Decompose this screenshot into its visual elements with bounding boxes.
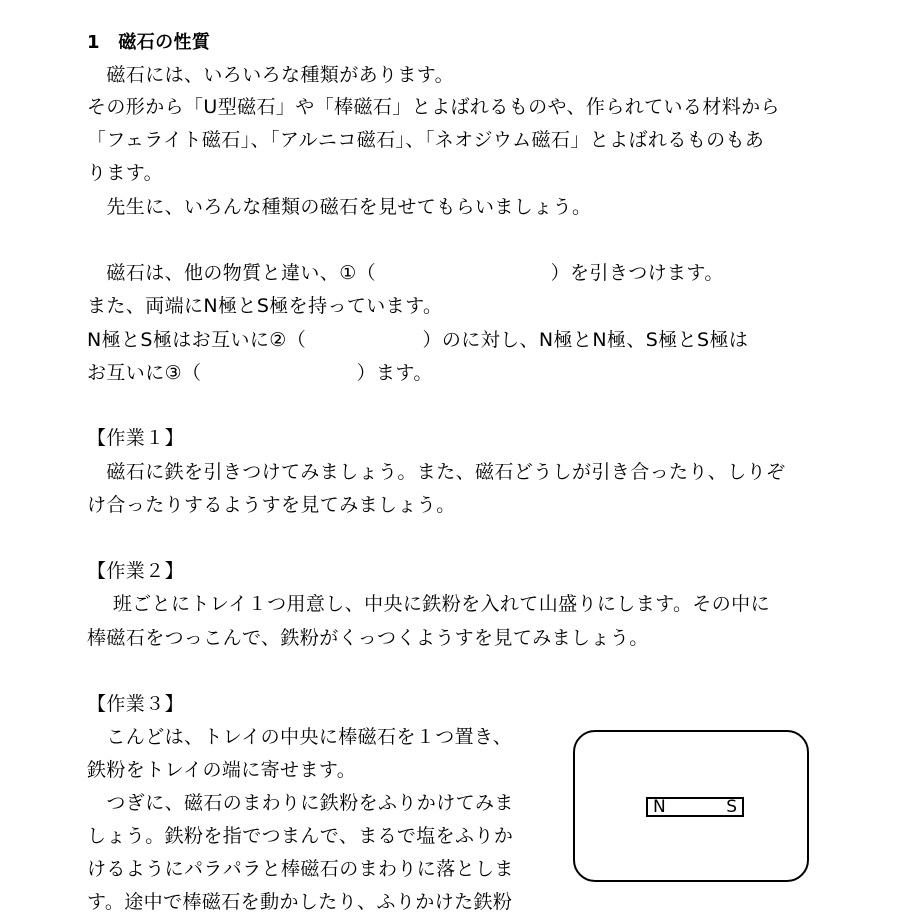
task2-line-1: 班ごとにトレイ１つ用意し、中央に鉄粉を入れて山盛りにします。その中に	[87, 593, 770, 615]
task2-line-2: 棒磁石をつっこんで、鉄粉がくっつくようすを見てみましょう。	[87, 627, 649, 649]
task3-line-1: こんどは、トレイの中央に棒磁石を１つ置き、	[87, 726, 513, 748]
bar-magnet	[646, 797, 744, 817]
intro-line-4: ります。	[87, 162, 164, 184]
fill-in-line-2: また、両端にN極とS極を持っています。	[87, 295, 443, 317]
task3-heading: 【作業３】	[87, 693, 185, 715]
task3-line-6: す。途中で棒磁石を動かしたり、ふりかけた鉄粉	[87, 891, 513, 913]
fill-in-line-1: 磁石は、他の物質と違い、①（ ）を引きつけます。	[87, 262, 724, 284]
tray-diagram	[573, 730, 809, 882]
intro-line-1: 磁石には、いろいろな種類があります。	[87, 64, 455, 86]
section-title: 1 磁石の性質	[87, 32, 211, 53]
task1-heading: 【作業１】	[87, 427, 185, 449]
task1-line-2: け合ったりするようすを見てみましょう。	[87, 494, 456, 516]
task3-line-4: しょう。鉄粉を指でつまんで、まるで塩をふりか	[87, 825, 514, 847]
task3-line-2: 鉄粉をトレイの端に寄せます。	[87, 759, 357, 781]
task3-line-3: つぎに、磁石のまわりに鉄粉をふりかけてみま	[87, 792, 514, 814]
intro-line-3: 「フェライト磁石」、「アルニコ磁石」、「ネオジウム磁石」とよばれるものもあ	[87, 129, 765, 151]
north-pole-label: N	[653, 797, 666, 817]
task1-line-1: 磁石に鉄を引きつけてみましょう。また、磁石どうしが引き合ったり、しりぞ	[87, 461, 786, 483]
south-pole-label: S	[726, 797, 737, 817]
intro-line-2: その形から「U型磁石」や「棒磁石」とよばれるものや、作られている材料から	[87, 96, 780, 118]
task2-heading: 【作業２】	[87, 560, 185, 582]
task3-line-5: けるようにパラパラと棒磁石のまわりに落としま	[87, 858, 514, 880]
intro-line-5: 先生に、いろんな種類の磁石を見せてもらいましょう。	[87, 196, 592, 218]
fill-in-line-4: お互いに③（ ）ます。	[87, 362, 433, 384]
fill-in-line-3: N極とS極はお互いに②（ ）のに対し、N極とN極、S極とS極は	[87, 329, 749, 351]
